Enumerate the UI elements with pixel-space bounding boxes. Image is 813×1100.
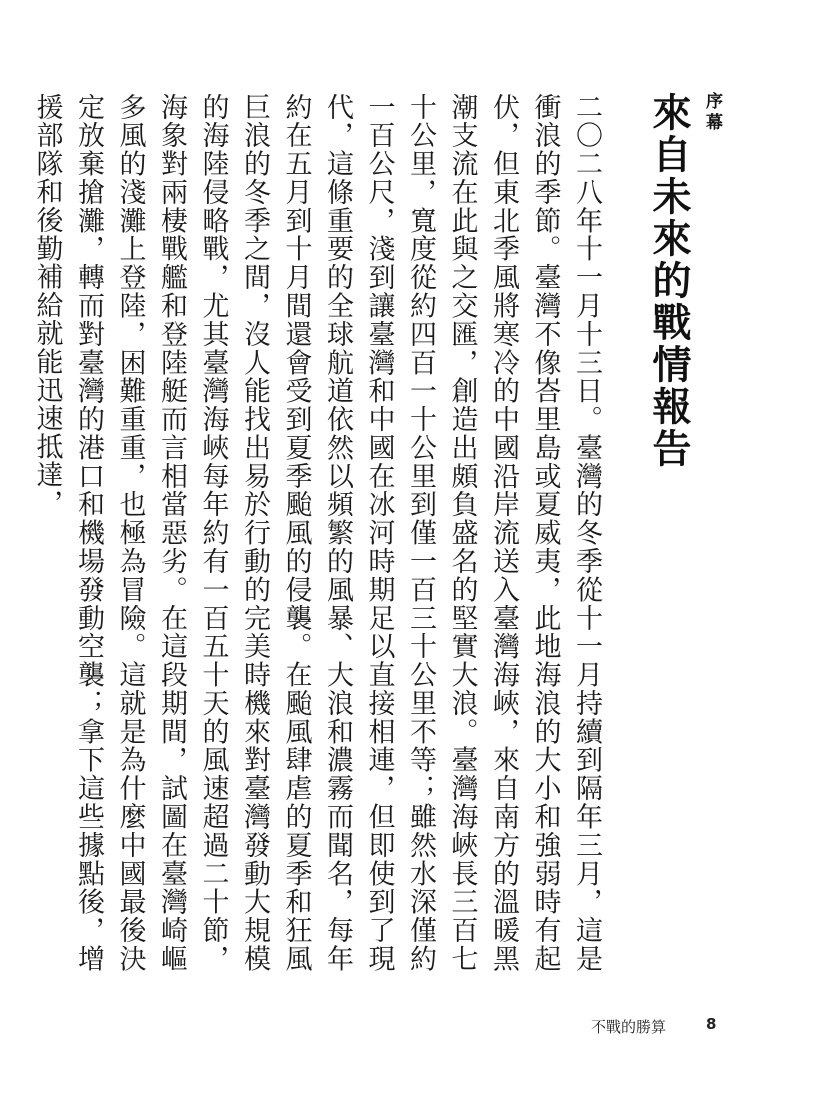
body-paragraph: 二〇二八年十一月十三日。臺灣的冬季從十一月持續到隔年三月，這是衝浪的季節。臺灣不像峇里島或夏威夷，此地海浪的大小和強弱時有起伏，但東北季風將寒冷的中國沿岸流送入臺灣海峽，來自南方的溫暖黑潮支流在此與之交匯，創造出頗負盛名的堅實大浪。臺灣海峽長三百七十公里，寬度從約四百一十公里到僅一百三十公里不等；雖然水深僅約一百公尺，淺到讓臺灣和中國在冰河時期足以直接相連，但即使到了現代，這條重要的全球航道依然以頻繁的風暴、大浪和濃霧而聞名，每年約在五月到十月間還會受到夏季颱風的侵襲。在颱風肆虐的夏季和狂風巨浪的冬季之間，沒人能找出易於行動的完美時機來對臺灣發動大規模的海陸侵略戰，尤其臺灣海峽每年約有一百五十天的風速超過二十節，海象對兩棲戰艦和登陸艇而言相當惡劣。在這段期間，試圖在臺灣崎嶇多風的淺灘上登陸，困難重重，也極為冒險。這就是為什麼中國最後決定放棄搶灘，轉而對臺灣的港口和機場發動空襲；拿下這些據點後，增援部隊和後勤補給就能迅速抵達， [31,93,602,973]
running-footer-book-title: 不戰的勝算 [591,1018,667,1036]
section-label: 序幕 [702,92,722,134]
page-number: 8 [706,1015,717,1033]
chapter-title: 來自未來的戰情報告 [646,92,691,470]
